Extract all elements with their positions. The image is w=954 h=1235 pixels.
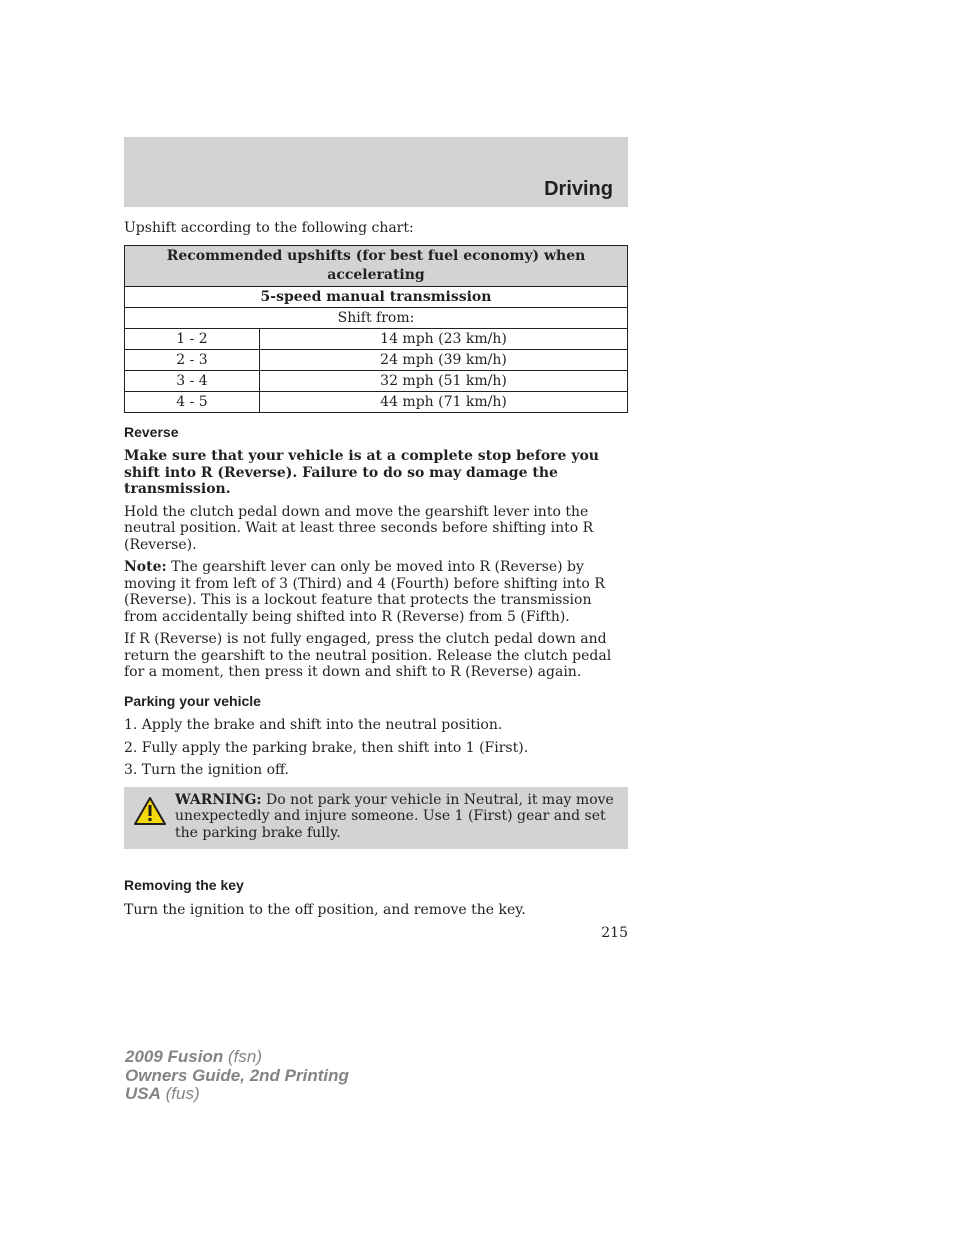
intro-text: Upshift according to the following chart: <box>124 220 414 236</box>
gear-cell: 3 - 4 <box>125 370 260 391</box>
speed-cell: 32 mph (51 km/h) <box>260 370 628 391</box>
note-text: The gearshift lever can only be moved into R (Reverse) by moving it from left of 3 (Third) and 4 (Fourth) before shifting into R (Reverse). This is a lockout feature that protects the transmission from accidentally being shifted into R (Reverse) from 5 (Fifth). <box>124 559 605 625</box>
page-number: 215 <box>601 925 628 941</box>
reverse-note <box>124 559 628 625</box>
footer-line-3 <box>125 1085 349 1104</box>
reverse-heading: Reverse <box>124 423 179 440</box>
footer-model: 2009 Fusion <box>125 1047 224 1066</box>
parking-heading: Parking your vehicle <box>124 692 261 709</box>
warning-triangle-icon <box>133 796 167 826</box>
reverse-paragraph-1: Hold the clutch pedal down and move the gearshift lever into the neutral position. Wait at least three seconds before shifting into R (Reverse). <box>124 503 594 553</box>
list-item: 2. Fully apply the parking brake, then shift into 1 (First). <box>124 739 529 756</box>
table-row <box>125 328 628 349</box>
gear-cell: 4 - 5 <box>125 391 260 412</box>
shift-from-label: Shift from: <box>125 307 628 328</box>
reverse-caution: Make sure that your vehicle is at a complete stop before you shift into R (Reverse). Failure to do so may damage the transmission. <box>124 448 599 497</box>
list-item: 1. Apply the brake and shift into the neutral position. <box>124 717 503 733</box>
upshift-table <box>124 245 628 413</box>
note-label: Note: <box>124 559 167 575</box>
warning-label: WARNING: <box>175 791 262 808</box>
footer-line-2: Owners Guide, 2nd Printing <box>125 1065 349 1085</box>
page-content <box>124 220 628 924</box>
footer-line-1 <box>125 1048 349 1067</box>
document-footer <box>125 1048 349 1104</box>
removing-key-text: Turn the ignition to the off position, and remove the key. <box>124 901 526 918</box>
table-shift-from-row <box>125 307 628 328</box>
speed-cell: 14 mph (23 km/h) <box>260 328 628 349</box>
speed-cell: 24 mph (39 km/h) <box>260 349 628 370</box>
speed-cell: 44 mph (71 km/h) <box>260 391 628 412</box>
gear-cell: 2 - 3 <box>125 349 260 370</box>
table-title: Recommended upshifts (for best fuel economy) when accelerating <box>125 245 628 286</box>
footer-model-code: (fsn) <box>223 1047 262 1066</box>
table-subtitle-row <box>125 286 628 307</box>
table-subtitle: 5-speed manual transmission <box>125 286 628 307</box>
warning-box <box>124 787 628 850</box>
table-row <box>125 349 628 370</box>
footer-market: USA <box>125 1084 161 1103</box>
section-title: Driving <box>544 178 613 200</box>
table-row <box>125 370 628 391</box>
list-item: 3. Turn the ignition off. <box>124 762 289 778</box>
gear-cell: 1 - 2 <box>125 328 260 349</box>
removing-key-heading: Removing the key <box>124 877 244 893</box>
reverse-paragraph-2: If R (Reverse) is not fully engaged, press the clutch pedal down and return the gearshift to the neutral position. Release the clutch pedal for a moment, then press it down and shift to R (Reverse) again. <box>124 631 612 680</box>
section-header-band <box>124 137 628 207</box>
table-row <box>125 391 628 412</box>
warning-text: Do not park your vehicle in Neutral, it may move unexpectedly and injure someone. Use 1 (First) gear and set the parking brake fully. <box>175 791 614 841</box>
footer-market-code: (fus) <box>160 1084 200 1103</box>
table-title-row <box>125 245 628 286</box>
